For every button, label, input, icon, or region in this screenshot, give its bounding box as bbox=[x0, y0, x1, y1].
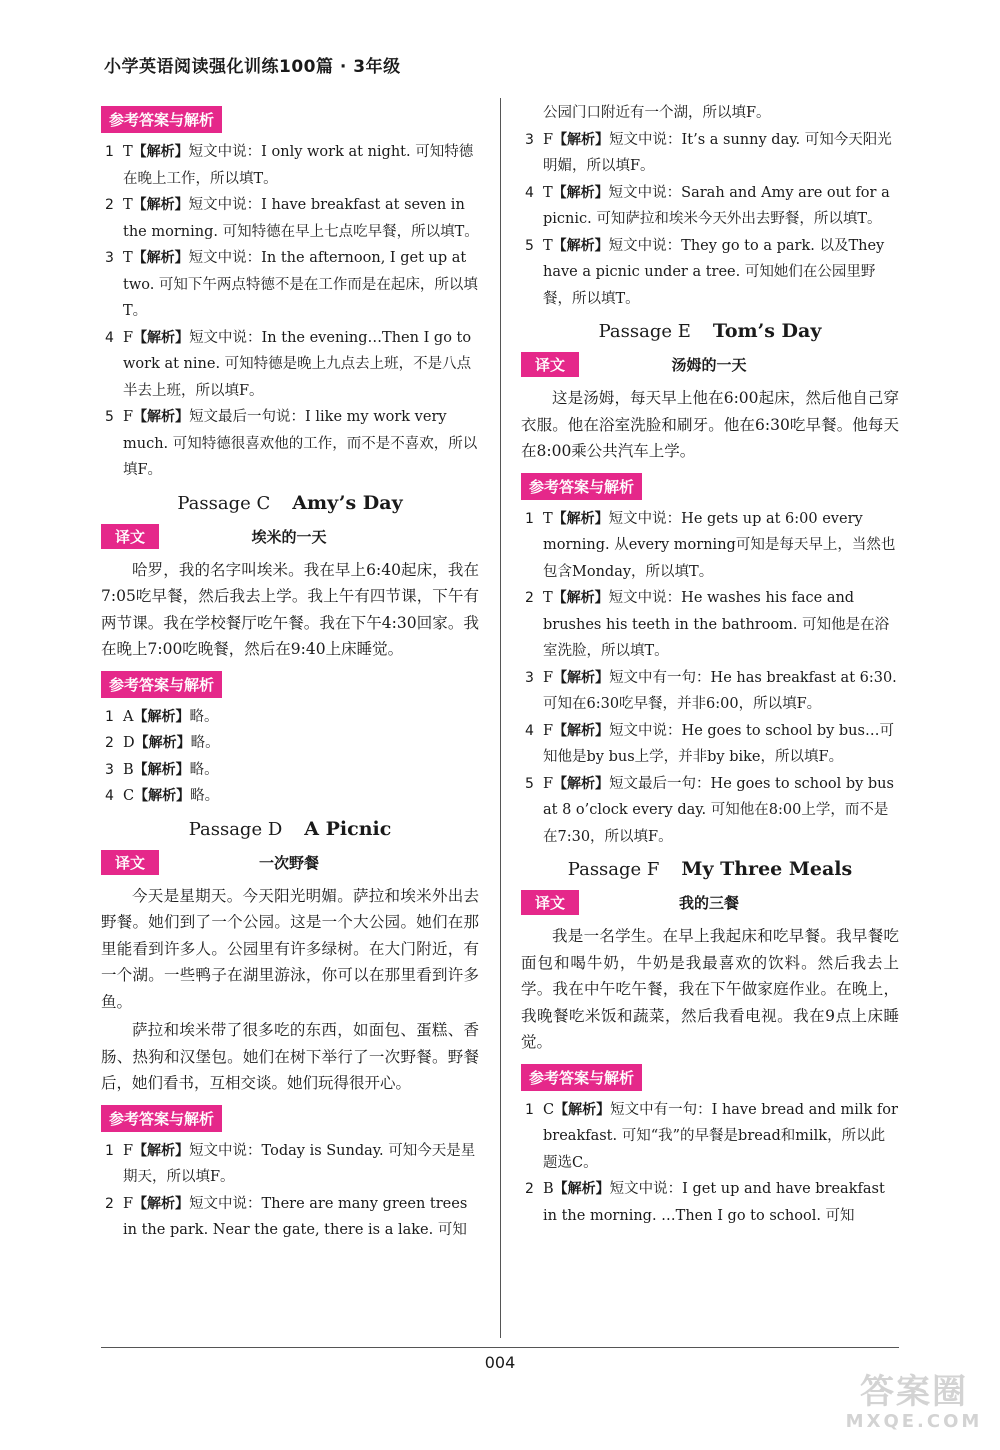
answer-item: 1 A【解析】略。 bbox=[105, 708, 219, 725]
passage-title: My Three Meals bbox=[681, 858, 853, 880]
answer-item: 2 B【解析】短文中说：I get up and have breakfast in the morning. …Then I go to school. 可知 bbox=[525, 1181, 885, 1224]
translation-tag: 译文 bbox=[521, 352, 579, 377]
passage-c-heading bbox=[101, 492, 479, 514]
watermark-logo bbox=[834, 1372, 994, 1442]
answer-analysis-tag: 参考答案与解析 bbox=[101, 671, 222, 698]
translation-title: 汤姆的一天 bbox=[671, 356, 747, 374]
answer-item: 2 T【解析】短文中说：I have breakfast at seven in the morning. 可知特德在早上七点吃早餐，所以填T。 bbox=[105, 197, 479, 240]
answer-item: 3 F【解析】短文中说：It’s a sunny day. 可知今天阳光明媚，所以填F。 bbox=[525, 131, 892, 174]
answer-item: 4 F【解析】短文中说：In the evening…Then I go to work at nine. 可知特德是晚上九点去上班，不是八点半去上班，所以填F。 bbox=[105, 329, 472, 399]
answer-list-f bbox=[521, 1097, 899, 1230]
passage-label: Passage E bbox=[598, 321, 691, 342]
translation-tag: 译文 bbox=[521, 890, 579, 915]
page-number: 004 bbox=[484, 1353, 516, 1372]
answer-analysis-tag: 参考答案与解析 bbox=[101, 106, 222, 133]
answer-continuation: 公园门口附近有一个湖，所以填F。 bbox=[543, 105, 771, 121]
answer-analysis-tag: 参考答案与解析 bbox=[521, 1064, 642, 1091]
passage-e-heading bbox=[521, 320, 899, 342]
answer-item: 4 C【解析】略。 bbox=[105, 788, 220, 804]
passage-label: Passage F bbox=[567, 859, 660, 880]
answer-item: 5 F【解析】短文最后一句说：I like my work very much. 可知特德很喜欢他的工作，而不是不喜欢，所以填F。 bbox=[105, 409, 478, 478]
translation-paragraph: 这是汤姆，每天早上他在6:00起床，然后他自己穿衣服。他在浴室洗脸和刷牙。他在6:30吃早餐。他每天在8:00乘公共汽车上学。 bbox=[521, 389, 899, 460]
answer-item: 2 D【解析】略。 bbox=[105, 735, 220, 751]
right-column bbox=[521, 100, 899, 1229]
answer-item: 2 F【解析】短文中说：There are many green trees in the park. Near the gate, there is a lake. 可知 bbox=[105, 1195, 468, 1238]
translation-title: 一次野餐 bbox=[259, 853, 320, 872]
translation-row bbox=[101, 844, 479, 881]
answer-item: 1 T【解析】短文中说：He gets up at 6:00 every morning. 从every morning可知是每天早上，当然也包含Monday，所以填T。 bbox=[525, 510, 896, 580]
answer-analysis-tag: 参考答案与解析 bbox=[101, 1105, 222, 1132]
left-column bbox=[101, 100, 479, 1244]
translation-paragraph: 今天是星期天。今天阳光明媚。萨拉和埃米外出去野餐。她们到了一个公园。这是一个大公园。她们在那里能看到许多人。公园里有许多绿树。在大门附近，有一个湖。一些鸭子在湖里游泳，你可以在那里看到许多鱼。 bbox=[101, 886, 479, 1011]
watermark-sub-text: MXQE.COM bbox=[845, 1411, 983, 1432]
passage-title: Tom’s Day bbox=[712, 320, 822, 342]
answer-analysis-tag: 参考答案与解析 bbox=[521, 473, 642, 500]
passage-d-heading bbox=[101, 818, 479, 840]
passage-label: Passage D bbox=[188, 818, 283, 840]
passage-label: Passage C bbox=[177, 492, 271, 514]
translation-row bbox=[521, 884, 899, 921]
answer-item: 4 F【解析】短文中说：He goes to school by bus…可知他是by bus上学，并非by bike，所以填F。 bbox=[525, 722, 894, 765]
answer-item: 5 T【解析】短文中说：They go to a park. 以及They have a picnic under a tree. 可知她们在公园里野餐，所以填T。 bbox=[525, 237, 885, 307]
translation-title: 埃米的一天 bbox=[251, 527, 327, 546]
answer-item: 3 T【解析】短文中说：In the afternoon, I get up at two. 可知下午两点特德不是在工作而是在起床，所以填T。 bbox=[105, 250, 478, 319]
translation-row bbox=[521, 346, 899, 383]
answer-item: 3 F【解析】短文中有一句：He has breakfast at 6:30. 可知在6:30吃早餐，并非6:00，所以填F。 bbox=[525, 669, 897, 712]
translation-paragraph: 我是一名学生。在早上我起床和吃早餐。我早餐吃面包和喝牛奶，牛奶是我最喜欢的饮料。然后我去上学。我在中午吃午餐，我在下午做家庭作业。在晚上，我晚餐吃米饭和蔬菜，然后我看电视。我在9点上床睡觉。 bbox=[521, 927, 899, 1051]
book-title: 小学英语阅读强化训练100篇 · 3年级 bbox=[104, 57, 401, 77]
answer-item: 1 T【解析】短文中说：I only work at night. 可知特德在晚上工作，所以填T。 bbox=[105, 144, 474, 187]
watermark-main-text: 答案圈 bbox=[860, 1372, 968, 1412]
translation-tag: 译文 bbox=[101, 850, 159, 875]
answer-list-c bbox=[101, 704, 479, 810]
answer-item: 1 C【解析】短文中有一句：I have bread and milk for breakfast. 可知“我”的早餐是bread和milk，所以此题选C。 bbox=[525, 1101, 898, 1171]
answer-list-d bbox=[101, 1138, 479, 1244]
translation-paragraph: 哈罗，我的名字叫埃米。我在早上6:40起床，我在7:05吃早餐，然后我去上学。我上午有四节课，下午有两节课。我在学校餐厅吃午餐。我在下午4:30回家。我在晚上7:00吃晚餐，然后在9:40上床睡觉。 bbox=[101, 560, 479, 658]
footer-divider bbox=[101, 1347, 899, 1348]
translation-tag: 译文 bbox=[101, 524, 159, 549]
answer-list-e bbox=[521, 506, 899, 851]
translation-title: 我的三餐 bbox=[679, 894, 740, 912]
answer-item: 4 T【解析】短文中说：Sarah and Amy are out for a picnic. 可知萨拉和埃米今天外出去野餐，所以填T。 bbox=[525, 184, 890, 227]
passage-f-heading bbox=[521, 858, 899, 880]
translation-paragraph: 萨拉和埃米带了很多吃的东西，如面包、蛋糕、香肠、热狗和汉堡包。她们在树下举行了一次野餐。野餐后，她们看书，互相交谈。她们玩得很开心。 bbox=[101, 1021, 479, 1092]
answer-item: 2 T【解析】短文中说：He washes his face and brushes his teeth in the bathroom. 可知他是在浴室洗脸，所以填T。 bbox=[525, 590, 890, 659]
answer-item: 5 F【解析】短文最后一句：He goes to school by bus at 8 o’clock every day. 可知他在8:00上学，而不是在7:30，所以填F。 bbox=[525, 775, 894, 845]
answer-list-b bbox=[101, 139, 479, 484]
passage-title: A Picnic bbox=[304, 817, 392, 840]
column-divider bbox=[500, 98, 501, 1338]
answer-item: 3 B【解析】略。 bbox=[105, 761, 219, 778]
answer-item: 1 F【解析】短文中说：Today is Sunday. 可知今天是星期天，所以填F。 bbox=[105, 1142, 476, 1185]
passage-title: Amy’s Day bbox=[292, 491, 403, 514]
translation-row bbox=[101, 518, 479, 555]
